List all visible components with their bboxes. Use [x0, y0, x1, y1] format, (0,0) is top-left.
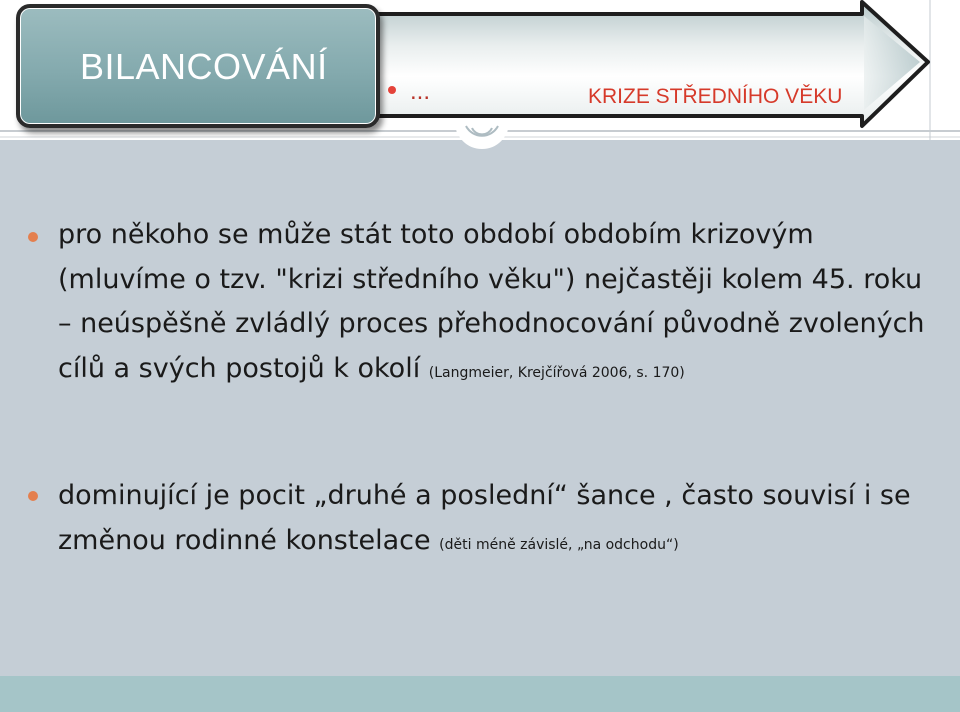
- subtitle-ellipsis: ...: [410, 78, 431, 105]
- citation: (děti méně závislé, „na odchodu“): [439, 536, 679, 553]
- bullet-text: pro někoho se může stát toto období obdobím krizovým (mluvíme o tzv. "krizi středního věku") nejčastěji kolem 45. roku – neúspěšně zvládlý proces přehodnocování původně zvolených cílů a svých postojů k okolí: [58, 219, 925, 384]
- subtitle-bullet-icon: [388, 86, 396, 94]
- bullet-text: dominující je pocit „druhé a poslední“ šance , často souvisí i se změnou rodinné konstelace: [58, 480, 911, 556]
- slide-title: BILANCOVÁNÍ: [80, 46, 328, 87]
- logo-arc: [452, 118, 512, 158]
- bullet-icon: [28, 491, 38, 501]
- slide-subtitle: KRIZE STŘEDNÍHO VĚKU: [588, 85, 843, 108]
- citation: (Langmeier, Krejčířová 2006, s. 170): [428, 364, 685, 381]
- bullet-item-2: [58, 474, 938, 563]
- bullet-icon: [28, 232, 38, 242]
- bullet-item-1: [58, 213, 938, 391]
